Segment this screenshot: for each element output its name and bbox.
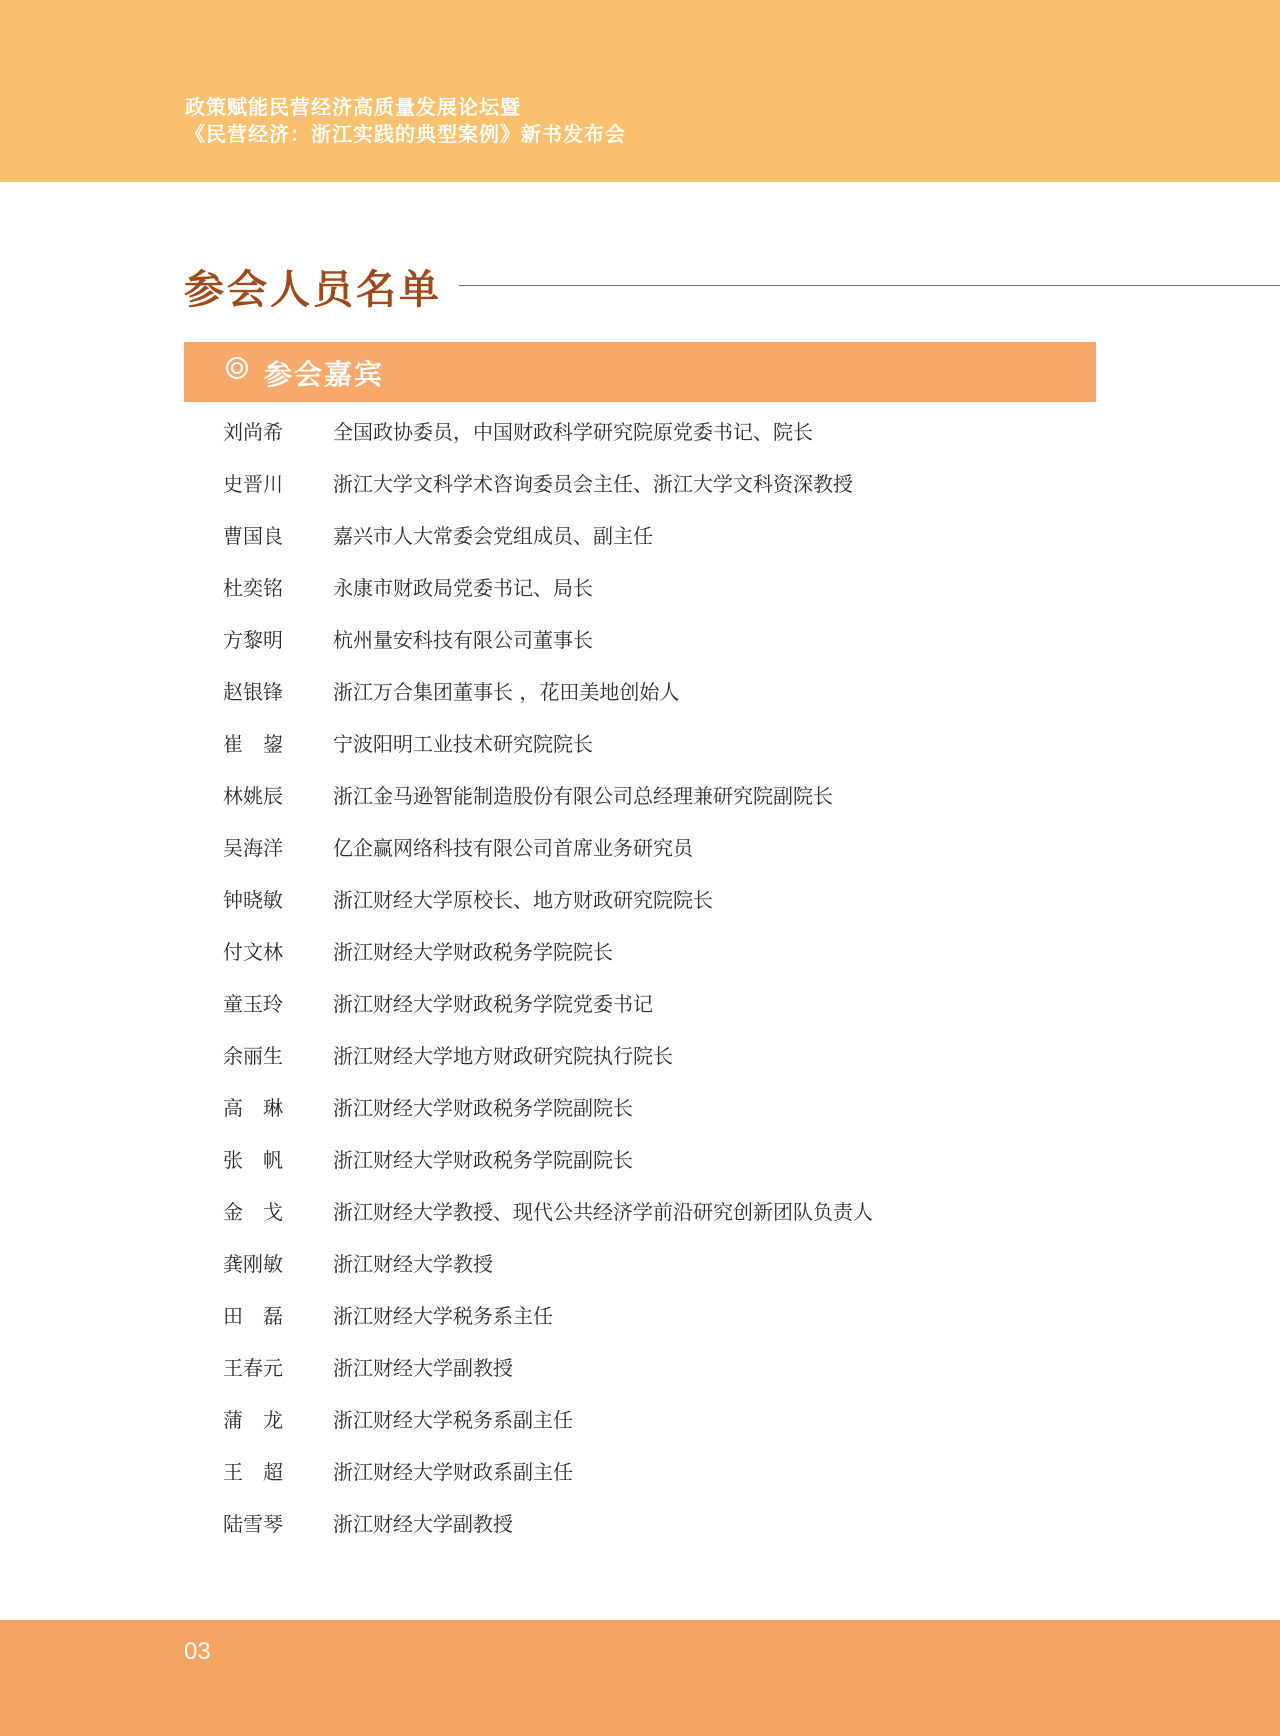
guest-name: 杜奕铭 (223, 576, 283, 600)
page-title: 参会人员名单 (184, 267, 442, 313)
guest-name: 龚刚敏 (223, 1252, 283, 1276)
guest-name: 张帆 (223, 1148, 303, 1172)
guest-name: 金戈 (223, 1200, 303, 1224)
guest-title: 浙江财经大学原校长、地方财政研究院院长 (333, 888, 713, 912)
guest-name: 王超 (223, 1460, 303, 1484)
guest-name: 王春元 (223, 1356, 283, 1380)
header-line-2: 《民营经济：浙江实践的典型案例》新书发布会 (185, 122, 626, 146)
guest-title: 浙江财经大学副教授 (333, 1356, 513, 1380)
title-divider (459, 285, 1280, 286)
guest-title: 浙江财经大学财政税务学院院长 (333, 940, 613, 964)
double-circle-icon (226, 357, 248, 379)
guest-name: 童玉玲 (223, 992, 283, 1016)
guest-title: 杭州量安科技有限公司董事长 (333, 628, 593, 652)
section-header (184, 342, 1096, 402)
guest-name: 方黎明 (223, 628, 283, 652)
guest-title: 宁波阳明工业技术研究院院长 (333, 732, 593, 756)
guest-name: 钟晓敏 (223, 888, 283, 912)
guest-title: 永康市财政局党委书记、局长 (333, 576, 593, 600)
page-number: 03 (184, 1638, 211, 1665)
guest-name: 田磊 (223, 1304, 303, 1328)
guest-title: 浙江财经大学教授 (333, 1252, 493, 1276)
guest-name: 吴海洋 (223, 836, 283, 860)
guest-title: 浙江万合集团董事长 ，花田美地创始人 (333, 680, 680, 704)
header-banner (0, 0, 1280, 182)
guest-title: 浙江财经大学财政税务学院党委书记 (333, 992, 653, 1016)
guest-title: 全国政协委员，中国财政科学研究院原党委书记、院长 (333, 420, 813, 444)
guest-title: 浙江金马逊智能制造股份有限公司总经理兼研究院副院长 (333, 784, 833, 808)
guest-title: 浙江大学文科学术咨询委员会主任、浙江大学文科资深教授 (333, 472, 853, 496)
guest-name: 史晋川 (223, 472, 283, 496)
guest-title: 浙江财经大学财政系副主任 (333, 1460, 573, 1484)
guest-name: 高琳 (223, 1096, 303, 1120)
footer-banner (0, 1620, 1280, 1736)
guest-title: 浙江财经大学财政税务学院副院长 (333, 1148, 633, 1172)
guest-name: 陆雪琴 (223, 1512, 283, 1536)
guest-title: 浙江财经大学税务系主任 (333, 1304, 553, 1328)
section-label: 参会嘉宾 (264, 358, 385, 391)
guest-name: 付文林 (223, 940, 283, 964)
guest-name: 蒲龙 (223, 1408, 303, 1432)
guest-title: 浙江财经大学税务系副主任 (333, 1408, 573, 1432)
header-line-1: 政策赋能民营经济高质量发展论坛暨 (185, 95, 521, 119)
guest-title: 浙江财经大学教授、现代公共经济学前沿研究创新团队负责人 (333, 1200, 873, 1224)
guest-title: 浙江财经大学财政税务学院副院长 (333, 1096, 633, 1120)
guest-name: 余丽生 (223, 1044, 283, 1068)
guest-name: 赵银锋 (223, 680, 283, 704)
guest-title: 浙江财经大学副教授 (333, 1512, 513, 1536)
guest-name: 曹国良 (223, 524, 283, 548)
guest-title: 浙江财经大学地方财政研究院执行院长 (333, 1044, 673, 1068)
guest-name: 林姚辰 (223, 784, 283, 808)
guest-name: 崔鋆 (223, 732, 303, 756)
guest-title: 嘉兴市人大常委会党组成员、副主任 (333, 524, 653, 548)
guest-name: 刘尚希 (223, 420, 283, 444)
guest-title: 亿企赢网络科技有限公司首席业务研究员 (333, 836, 693, 860)
